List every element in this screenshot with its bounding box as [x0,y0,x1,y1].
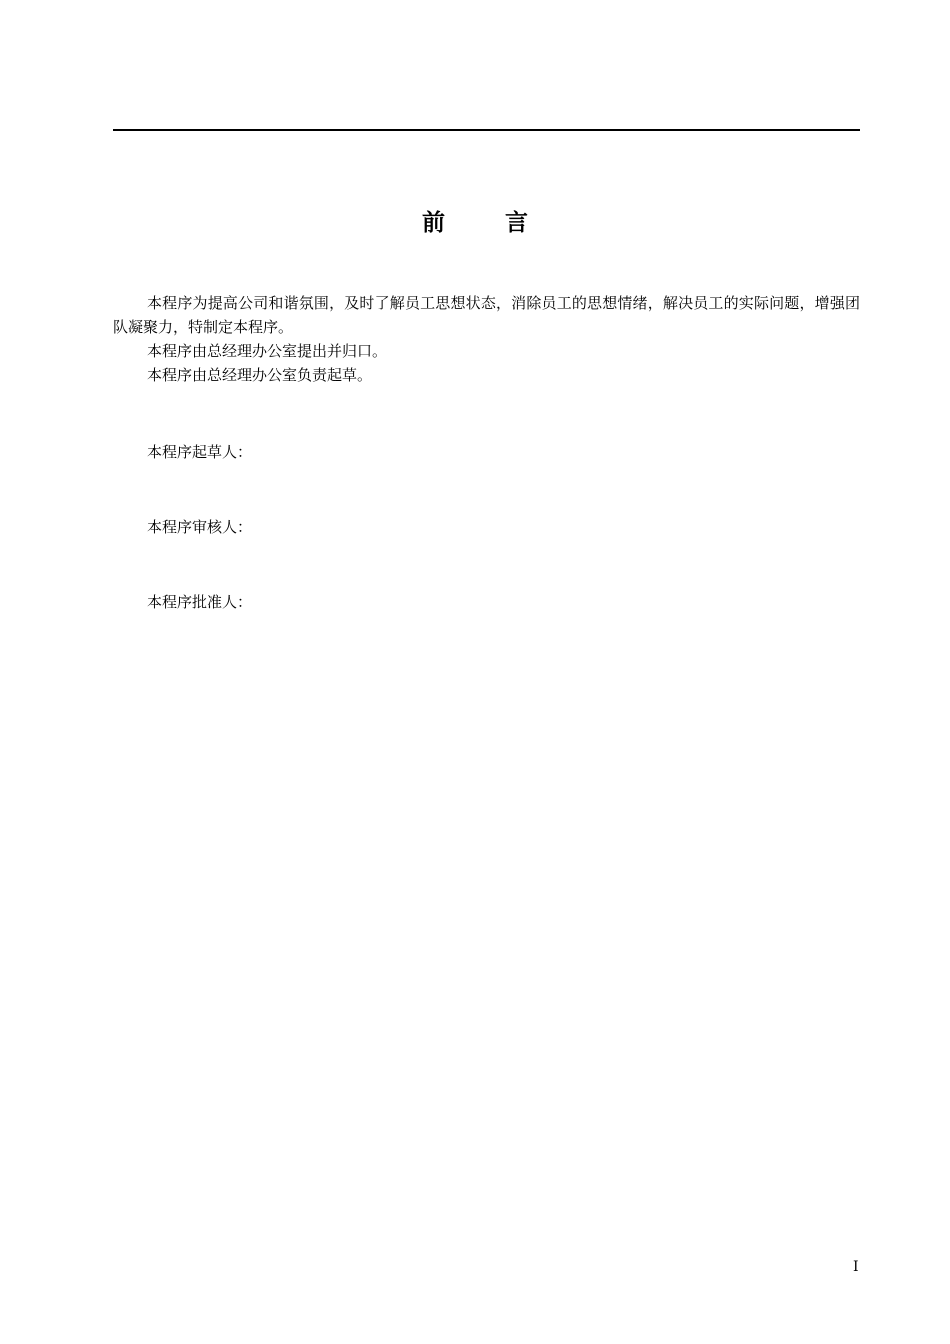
header-rule [113,129,860,131]
title-char-1: 前 [422,210,445,236]
reviewer-label: 本程序审核人： [147,518,253,536]
preface-paragraph-proposer: 本程序由总经理办公室提出并归口。 [147,342,388,360]
preface-paragraph-drafter: 本程序由总经理办公室负责起草。 [147,366,373,384]
preface-body [113,291,860,387]
page-title [0,204,950,237]
title-char-2: 言 [505,210,528,236]
approver-label: 本程序批准人： [147,593,253,611]
page-number: I [853,1259,859,1275]
drafter-label: 本程序起草人： [147,443,253,461]
preface-paragraph-purpose: 本程序为提高公司和谐氛围，及时了解员工思想状态，消除员工的思想情绪，解决员工的实际问题，增强团队凝聚力，特制定本程序。 [113,294,860,336]
